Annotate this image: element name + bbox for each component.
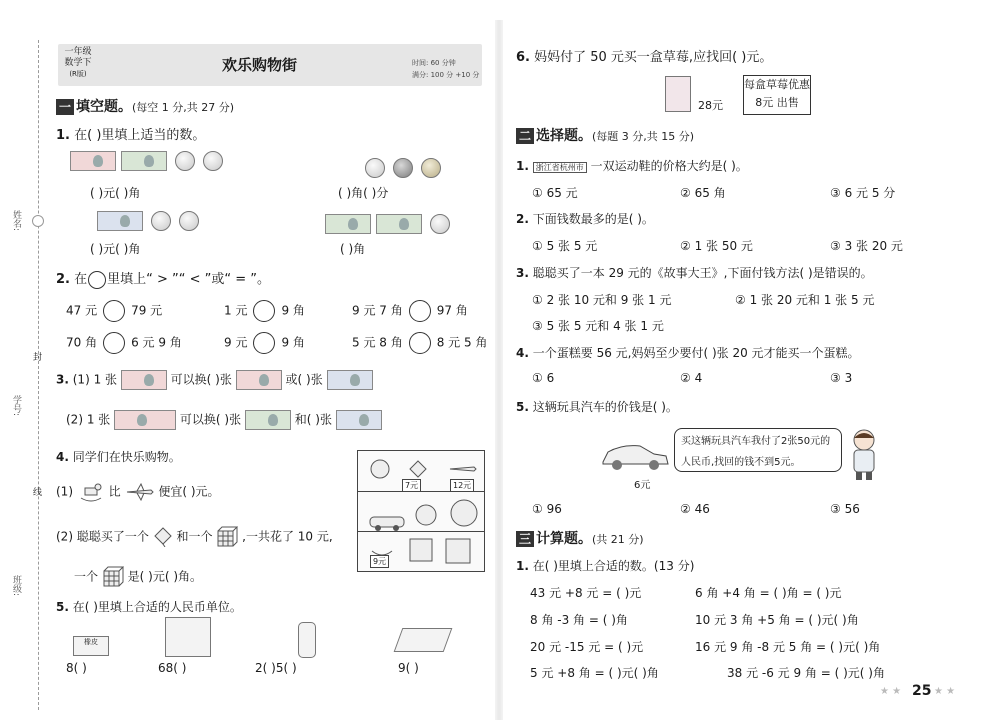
banknote-10-icon [121, 151, 167, 171]
question-number: 3. [56, 372, 69, 387]
question-text: (1) 1 张 [72, 372, 118, 387]
subject-line: 数学下 [64, 58, 92, 68]
calc-item[interactable]: 16 元 9 角 -8 元 5 角 = ( )元( )角 [695, 640, 881, 654]
price-tag: 12元 [450, 479, 474, 492]
s1-q3-part2 [66, 410, 382, 430]
banknote-icon [245, 410, 291, 430]
coin-icon [203, 151, 223, 171]
time-info: 时间: 60 分钟 [412, 59, 456, 67]
banknote-icon [336, 410, 382, 430]
question-number: 4. [56, 450, 69, 464]
question-text: 聪聪买了一本 29 元的《故事大王》,下面付钱方法( )是错误的。 [532, 266, 873, 280]
question-text: ,一共花了 10 元, [242, 529, 333, 544]
calc-item[interactable]: 43 元 +8 元 = ( )元 [530, 586, 642, 600]
coin-icon [430, 214, 450, 234]
s1-q4-part1 [56, 482, 220, 502]
section-3-tag: 三 [516, 531, 534, 547]
option[interactable]: ③ 5 张 5 元和 4 张 1 元 [532, 319, 664, 333]
question-text[interactable]: 可以换( )张 [179, 412, 242, 427]
question-text: 和一个 [176, 529, 213, 544]
banknote-icon [327, 370, 373, 390]
section-2-title: 选择题。 [536, 128, 592, 144]
pencil-case-icon [394, 628, 453, 652]
coin-icon [365, 158, 385, 178]
s1-q3-part1 [56, 370, 373, 390]
option[interactable]: ② 1 张 50 元 [680, 239, 753, 253]
eraser-label: 橡皮 [84, 638, 98, 646]
option[interactable]: ① 5 张 5 元 [532, 239, 598, 253]
section-2-tag: 二 [516, 128, 534, 144]
q5-blank-2[interactable]: 68( ) [158, 661, 187, 675]
calc-item[interactable]: 20 元 -15 元 = ( )元 [530, 640, 644, 654]
option[interactable]: ② 1 张 20 元和 1 张 5 元 [735, 293, 875, 307]
s2-q2 [516, 210, 654, 227]
compare-right: 79 元 [131, 303, 163, 318]
s1-q2 [56, 268, 270, 289]
money-group-a [70, 150, 223, 171]
section-2-note: (每题 3 分,共 15 分) [592, 130, 695, 143]
compare-circle[interactable] [253, 332, 275, 354]
compare-circle[interactable] [409, 300, 431, 322]
compare-right: 9 角 [281, 335, 305, 350]
compare-right: 97 角 [436, 303, 468, 318]
grade-label [58, 44, 98, 86]
question-text: 在 [74, 272, 88, 287]
question-text: 一个蛋糕要 56 元,妈妈至少要付( )张 20 元才能买一个蛋糕。 [532, 346, 860, 360]
rubik-cube-icon [102, 566, 124, 588]
question-text[interactable]: 和( )张 [294, 412, 332, 427]
section-1-heading [56, 96, 234, 116]
strawberry-price: 28元 [698, 99, 723, 112]
binding-class-label: 班级: [11, 575, 21, 597]
banknote-100-icon [121, 370, 167, 390]
toy-car-icon [600, 440, 670, 472]
stationery-box-icon [165, 617, 211, 657]
question-text: 同学们在快乐购物。 [72, 450, 181, 464]
compare-right: 8 元 5 角 [436, 335, 488, 350]
option[interactable]: ① 65 元 [532, 186, 578, 200]
question-text: 在( )里填上适当的数。 [74, 128, 206, 143]
region-tag: 浙江省杭州市 [533, 162, 587, 173]
option[interactable]: ③ 3 张 20 元 [830, 239, 903, 253]
question-text: 在( )里填上合适的数。(13 分) [532, 559, 695, 573]
coin-icon [179, 211, 199, 231]
binding-hole [32, 215, 44, 227]
airplane-icon [125, 483, 155, 501]
banknote-100-icon [114, 410, 176, 430]
option[interactable]: ③ 56 [830, 502, 860, 516]
question-text: 一双运动鞋的价格大约是( )。 [590, 159, 748, 173]
calc-item[interactable]: 6 角 +4 角 = ( )角 = ( )元 [695, 586, 842, 600]
binding-seal-2: 线 [33, 488, 43, 498]
question-number: 2. [516, 212, 529, 226]
banknote-icon [236, 370, 282, 390]
question-number: 4. [516, 346, 529, 360]
page-gutter [495, 20, 503, 720]
stars-right-icon: ★ ★ [934, 686, 956, 697]
question-number: 1. [56, 128, 70, 143]
circle-icon [88, 271, 106, 289]
money-group-d [325, 213, 450, 234]
question-text: 这辆玩具汽车的价钱是( )。 [532, 400, 678, 414]
money-group-c [97, 210, 199, 231]
coin-icon [421, 158, 441, 178]
question-text: (2) 聪聪买了一个 [56, 529, 149, 544]
question-text: 下面钱数最多的是( )。 [532, 212, 654, 226]
score-info: 满分: 100 分 +10 分 [412, 71, 480, 79]
binding-seal-1: 封 [33, 353, 43, 363]
s2-q1 [516, 157, 748, 174]
s3-q1 [516, 557, 694, 574]
s1-q1 [56, 124, 205, 143]
section-3-heading [516, 528, 644, 548]
compare-left: 47 元 [66, 303, 98, 318]
compare-right: 6 元 9 角 [131, 335, 182, 350]
question-text[interactable]: 是( )元( )角。 [127, 569, 203, 584]
money-group-b [362, 157, 441, 178]
rubik-cube-icon [216, 526, 238, 548]
section-3-title: 计算题。 [536, 531, 592, 547]
option[interactable]: ① 6 [532, 371, 555, 385]
banknote-5-icon [97, 211, 143, 231]
option[interactable]: ① 96 [532, 502, 562, 516]
speech-bubble: 买这辆玩具汽车我付了2张50元的人民币,找回的钱不到5元。 [674, 428, 842, 472]
car-price: 6元 [634, 480, 651, 491]
compare-circle[interactable] [409, 332, 431, 354]
s1-q4 [56, 448, 181, 465]
edition-line: (R版) [69, 70, 87, 78]
strawberry-box-icon [665, 76, 691, 112]
calc-item[interactable]: 38 元 -6 元 9 角 = ( )元( )角 [727, 666, 885, 680]
option[interactable]: ③ 6 元 5 分 [830, 186, 896, 200]
drink-can-icon [298, 622, 316, 658]
section-3-note: (共 21 分) [592, 533, 644, 546]
question-number: 1. [516, 159, 529, 173]
question-text: (1) [56, 484, 73, 499]
question-text[interactable]: 可以换( )张 [170, 372, 232, 387]
boy-icon [846, 428, 882, 480]
q5-blank-4[interactable]: 9( ) [398, 661, 419, 675]
promo-line: 8元 出售 [755, 96, 799, 109]
s2-q4 [516, 344, 860, 361]
question-text: (2) 1 张 [66, 412, 111, 427]
s2-q3 [516, 264, 873, 281]
s1-q4-part2b [74, 566, 202, 588]
question-text: 在( )里填上合适的人民币单位。 [72, 600, 242, 614]
section-1-title: 填空题。 [76, 99, 132, 115]
q1-answer-b[interactable]: ( )角( )分 [338, 186, 389, 200]
section-1-note: (每空 1 分,共 27 分) [132, 101, 235, 114]
q1-answer-c[interactable]: ( )元( )角 [90, 242, 141, 256]
question-number: 1. [516, 559, 529, 573]
question-text: 一个 [74, 569, 99, 584]
compare-circle[interactable] [253, 300, 275, 322]
binding-id-label: 学号: [11, 395, 21, 417]
question-text: 比 [108, 484, 121, 499]
q5-blank-3[interactable]: 2( )5( ) [255, 661, 297, 675]
kite-icon [153, 527, 173, 547]
binding-line [38, 40, 39, 710]
option[interactable]: ① 2 张 10 元和 9 张 1 元 [532, 293, 672, 307]
question-text[interactable]: 便宜( )元。 [158, 484, 220, 499]
question-number: 3. [516, 266, 529, 280]
banknote-icon [376, 214, 422, 234]
section-1-tag: 一 [56, 99, 74, 115]
grade-line: 一年级 [64, 47, 92, 57]
s1-q5 [56, 598, 242, 615]
eraser-icon [73, 636, 109, 656]
calc-item[interactable]: 5 元 +8 角 = ( )元( )角 [530, 666, 659, 680]
compare-left: 5 元 8 角 [352, 335, 403, 350]
compare-circle[interactable] [103, 332, 125, 354]
page-number: 25 [912, 683, 932, 699]
promo-line: 每盒草莓优惠 [744, 78, 810, 91]
banknote-50-icon [70, 151, 116, 171]
section-2-heading [516, 125, 694, 145]
question-text[interactable]: 或( )张 [285, 372, 323, 387]
option[interactable]: ③ 3 [830, 371, 853, 385]
toy-shelf-illustration [357, 450, 485, 572]
option[interactable]: ② 65 角 [680, 186, 726, 200]
q5-blank-1[interactable]: 8( ) [66, 661, 87, 675]
compare-left: 9 元 7 角 [352, 303, 403, 318]
price-tag: 9元 [370, 555, 389, 568]
stars-left-icon: ★ ★ [880, 686, 902, 697]
coin-icon [175, 151, 195, 171]
toy-items-icon [366, 455, 482, 567]
q1-answer-d[interactable]: ( )角 [340, 242, 366, 256]
calc-item[interactable]: 8 角 -3 角 = ( )角 [530, 613, 628, 627]
s1-q6 [516, 46, 772, 65]
rocking-horse-icon [77, 482, 105, 502]
compare-row-2 [66, 332, 486, 354]
coin-icon [393, 158, 413, 178]
compare-row-1 [66, 300, 486, 322]
question-number: 2. [56, 272, 70, 287]
price-tag: 7元 [402, 479, 421, 492]
binding-name-label: 姓名: [11, 210, 21, 232]
banknote-icon [325, 214, 371, 234]
calc-item[interactable]: 10 元 3 角 +5 角 = ( )元( )角 [695, 613, 859, 627]
question-number: 5. [56, 600, 69, 614]
s2-q5 [516, 398, 678, 415]
compare-left: 9 元 [224, 335, 248, 350]
coin-icon [151, 211, 171, 231]
option[interactable]: ② 4 [680, 371, 703, 385]
page-title: 欢乐购物街 [222, 56, 298, 74]
compare-circle[interactable] [103, 300, 125, 322]
question-number: 6. [516, 50, 530, 65]
promo-sign [743, 75, 811, 115]
compare-left: 70 角 [66, 335, 98, 350]
option[interactable]: ② 46 [680, 502, 710, 516]
compare-right: 9 角 [281, 303, 305, 318]
compare-left: 1 元 [224, 303, 248, 318]
q1-answer-a[interactable]: ( )元( )角 [90, 186, 141, 200]
question-text: 里填上“ > ”“ < ”或“ = ”。 [107, 272, 271, 287]
question-number: 5. [516, 400, 529, 414]
s1-q4-part2 [56, 526, 333, 548]
question-text[interactable]: 妈妈付了 50 元买一盒草莓,应找回( )元。 [534, 50, 773, 65]
